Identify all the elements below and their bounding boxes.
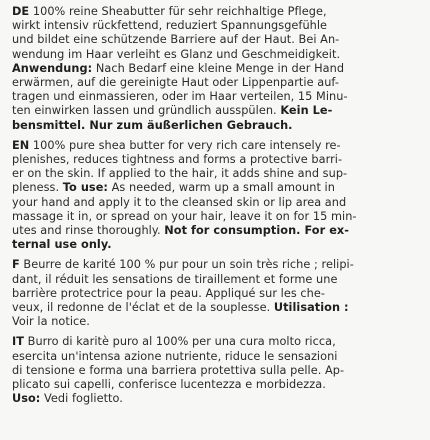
text-segment: veux, il redonne de l'éclat et de la souplesse. xyxy=(12,301,274,315)
text-segment: ten einwirken lassen und gründlich ausspülen. xyxy=(12,104,281,118)
text-line xyxy=(12,335,424,349)
text-line xyxy=(12,62,424,76)
text-line: dant, il réduit les sensations de tiraillement et forme une xyxy=(12,272,338,286)
text-line: erwärmen, auf die gereinigte Haut oder Lippenpartie auf- xyxy=(12,76,339,90)
text-line xyxy=(12,238,424,252)
bold-segment: Utilisation : xyxy=(273,301,349,315)
text-segment: utes and rinse thoroughly. xyxy=(12,224,165,238)
bold-segment: F xyxy=(12,258,20,272)
text-line xyxy=(12,119,424,133)
text-line: esercita un'intensa azione nutriente, riduce le sensazioni xyxy=(12,349,338,363)
text-line: wendung im Haar verleiht es Glanz und Geschmeidigkeit. xyxy=(12,47,341,61)
text-line xyxy=(12,104,424,118)
bold-segment: EN xyxy=(12,138,30,152)
text-segment: Beurre de karité 100 % pur pour un soin très riche ; relipi- xyxy=(19,258,354,272)
bold-segment: bensmittel. Nur zum äußerlichen Gebrauch. xyxy=(12,118,293,132)
text-line: barrière protectrice pour la peau. Appliqué sur les che- xyxy=(12,286,326,300)
bold-segment: ternal use only. xyxy=(12,238,112,252)
bold-segment: Anwendung: xyxy=(12,61,93,75)
text-line xyxy=(12,224,424,238)
bold-segment: Not for consumption. For ex- xyxy=(164,224,349,238)
text-line: di tensione e forma una barriera protettiva sulla pelle. Ap- xyxy=(12,363,345,377)
text-segment: As needed, warm up a small amount in xyxy=(107,181,335,195)
text-line xyxy=(12,392,424,406)
bold-segment: To use: xyxy=(62,181,108,195)
text-line xyxy=(12,5,424,19)
text-line: your hand and apply it to the cleansed skin or lip area and xyxy=(12,195,347,209)
text-line: tragen und einmassieren, oder im Haar verteilen, 15 Minu- xyxy=(12,90,348,104)
text-line: wirkt intensiv rückfettend, reduziert Spannungsgefühle xyxy=(12,19,328,33)
text-line: massage it in, or spread on your hair, leave it on for 15 min- xyxy=(12,209,357,223)
text-segment: Vedi foglietto. xyxy=(40,392,123,406)
text-line xyxy=(12,139,424,153)
english-section xyxy=(12,139,424,253)
french-section xyxy=(12,258,424,329)
text-segment: 100% reine Sheabutter für sehr reichhaltige Pflege, xyxy=(29,5,327,18)
text-line: Voir la notice. xyxy=(12,315,90,329)
text-segment: Burro di karitè puro al 100% per una cura molto ricca, xyxy=(24,335,336,349)
italian-section xyxy=(12,335,424,406)
text-line: er on the skin. If applied to the hair, it adds shine and sup- xyxy=(12,167,348,181)
text-line: und bildet eine schützende Barriere auf der Haut. Bei An- xyxy=(12,33,340,47)
text-line: plenishes, reduces tightness and forms a protective barri- xyxy=(12,153,343,167)
bold-segment: Uso: xyxy=(12,392,41,406)
text-segment: pleness. xyxy=(12,181,63,195)
text-line xyxy=(12,258,424,272)
text-segment: Nach Bedarf eine kleine Menge in der Hand xyxy=(92,61,345,75)
bold-segment: DE xyxy=(12,5,30,18)
text-line: plicato sui capelli, conferisce lucentezza e morbidezza. xyxy=(12,378,326,392)
german-section xyxy=(12,5,424,133)
text-segment: 100% pure shea butter for very rich care intensely re- xyxy=(29,138,341,152)
bold-segment: Kein Le- xyxy=(280,104,333,118)
bold-segment: IT xyxy=(12,335,25,349)
text-line xyxy=(12,181,424,195)
text-line xyxy=(12,301,424,315)
